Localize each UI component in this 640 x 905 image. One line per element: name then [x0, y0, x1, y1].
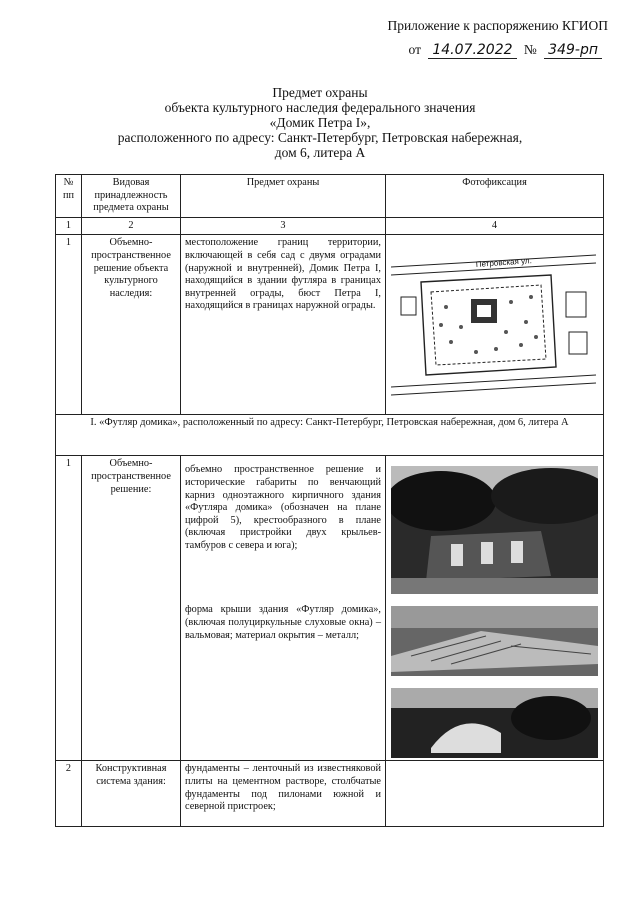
site-plan-map	[391, 237, 598, 405]
protection-table	[55, 174, 604, 827]
appendix-header: Приложение к распоряжению КГИОП	[387, 18, 608, 33]
subject-part-a: объемно пространственное решение и исторические габариты по венчающий карниз одноэтажного кирпичного здания «Футляра домика» (обозначен на плане цифрой 5), крестообразного в плане (включая пристройки двух крыльев-тамбуров с севера и юга);	[185, 464, 381, 551]
column-number-row	[56, 217, 604, 235]
window-photo	[391, 688, 598, 758]
row-number: 1	[56, 456, 82, 761]
roof-photo	[391, 606, 598, 676]
row-subject: местоположение границ территории, включающей в себя сад с двумя оградами (наружной и внутренней), Домик Петра I, находящийся в здании футляра в границах внутренней ограды, бюст Петра I, находящийся в границах наружной ограды.	[181, 235, 386, 415]
section-title: I. «Футляр домика», расположенный по адресу: Санкт-Петербург, Петровская набережная, дом 6, литера А	[56, 415, 604, 456]
column-number: 1	[56, 217, 82, 235]
row-number: 2	[56, 761, 82, 827]
document-title	[0, 85, 640, 160]
header-type: Видовая принадлежность предмета охраны	[82, 175, 181, 218]
title-line-2: объекта культурного наследия федерального значения	[164, 100, 476, 115]
empty-photo-cell	[386, 761, 604, 827]
column-number: 4	[386, 217, 604, 235]
title-line-5: дом 6, литера А	[274, 145, 366, 160]
map-cell	[386, 235, 604, 415]
row-number: 1	[56, 235, 82, 415]
row-type: Конструктивная система здания:	[82, 761, 181, 827]
row-type: Объемно-пространственное решение объекта культурного наследия:	[82, 235, 181, 415]
header-photo: Фотофиксация	[386, 175, 604, 218]
title-line-3: «Домик Петра I»,	[269, 115, 371, 130]
date-prefix: от	[408, 42, 421, 57]
table-header-row	[56, 175, 604, 218]
order-number: 349-рп	[544, 42, 602, 59]
table-row	[56, 456, 604, 761]
number-prefix: №	[523, 42, 537, 57]
section-row	[56, 415, 604, 456]
order-date: 14.07.2022	[428, 42, 516, 59]
column-number: 3	[181, 217, 386, 235]
header-subject: Предмет охраны	[181, 175, 386, 218]
order-line	[409, 42, 607, 59]
row-subject	[181, 456, 386, 761]
map-street-label: Петровская ул.	[475, 256, 533, 270]
photo-cell	[386, 456, 604, 761]
column-number: 2	[82, 217, 181, 235]
row-type: Объемно-пространственное решение:	[82, 456, 181, 761]
title-line-4: расположенного по адресу: Санкт-Петербург, Петровская набережная,	[117, 130, 523, 145]
header-num: № пп	[56, 175, 82, 218]
row-subject: фундаменты – ленточный из известняковой плиты на цементном растворе, столбчатые фундаменты под пилонами южной и северной пристроек;	[181, 761, 386, 827]
subject-part-b: форма крыши здания «Футляр домика», (включая полуциркульные слуховые окна) – вальмовая; материал окрытия – металл;	[185, 604, 381, 641]
table-row	[56, 235, 604, 415]
table-row	[56, 761, 604, 827]
building-photo	[391, 466, 598, 594]
title-line-1: Предмет охраны	[272, 85, 368, 100]
